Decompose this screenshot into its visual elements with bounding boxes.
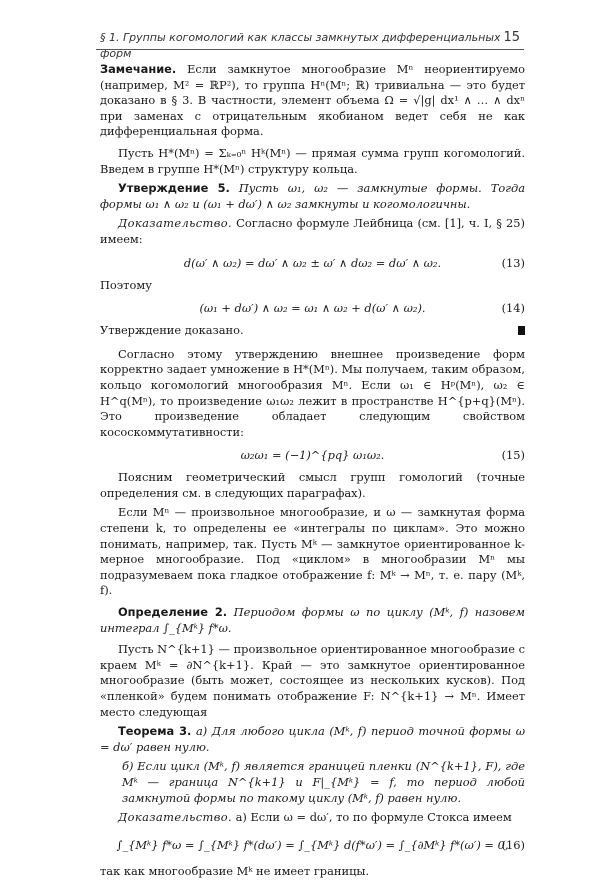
proved-line — [100, 323, 525, 339]
equation-15-number: (15) — [501, 448, 525, 463]
running-header — [100, 30, 520, 61]
statement5-text: Пусть ω₁, ω₂ — замкнутые формы. Тогда формы ω₁ ∧ ω₂ и (ω₁ + dω′) ∧ ω₂ замкнуты и когомологичны. — [100, 181, 525, 211]
theorem3-part-b: б) Если цикл (Mᵏ, f) является границей пленки (N^{k+1}, F), где Mᵏ — граница N^{k+1} и F|_{Mᵏ} = f, то период любой замкнутой формы по такому циклу (Mᵏ, f) равен нулю. — [122, 759, 525, 805]
page-body — [100, 62, 525, 883]
equation-13-formula: d(ω′ ∧ ω₂) = dω′ ∧ ω₂ ± ω′ ∧ dω₂ = dω′ ∧ ω₂. — [183, 255, 442, 270]
equation-14 — [100, 297, 525, 319]
equation-16-number: (16) — [501, 837, 525, 852]
theorem3-paragraph — [100, 724, 525, 755]
remark-label: Замечание. — [100, 62, 177, 76]
statement5-label: Утверждение 5. — [118, 181, 230, 196]
page-number: 15 — [503, 30, 520, 45]
direct-sum-paragraph — [100, 146, 525, 177]
theorem3-label: Теорема 3. — [118, 724, 192, 739]
direct-sum-line1: Пусть H*(Mⁿ) = Σₖ₌₀ⁿ Hᵏ(Mⁿ) — прямая сумма групп когомологий. Введем в группе — [100, 145, 525, 176]
equation-13-number: (13) — [501, 255, 525, 270]
statement5-paragraph — [100, 181, 525, 212]
remark-text: Если замкнутое многообразие Mⁿ неориентируемо (например, M² = ℝP²), то группа Hⁿ(Mⁿ; ℝ) тривиальна — это будет доказано в § 3. В частности, элемент объема Ω = √|g| dx¹ ∧ … ∧ dxⁿ при заменах с отрицательным якобианом ведет себя не как дифференциальная форма. — [100, 62, 525, 139]
proof2-label: Доказательство. — [118, 810, 232, 825]
therefore-line: Поэтому — [100, 277, 152, 292]
equation-14-number: (14) — [501, 301, 525, 316]
equation-14-formula: (ω₁ + dω′) ∧ ω₂ = ω₁ ∧ ω₂ + d(ω′ ∧ ω₂). — [199, 301, 426, 316]
ring-paragraph: Согласно этому утверждению внешнее произведение форм корректно задает умножение в H*(Mⁿ). Мы получаем, таким образом, кольцо когомологий многообразия Mⁿ. Если ω₁ ∈ Hᵖ(Mⁿ), ω₂ ∈ H^q(Mⁿ), то произведение ω₁ω₂ лежит в пространстве H^{p+q}(Mⁿ). Это произведение обладает следующим свойством кососкоммутативности: — [100, 346, 525, 439]
remark-paragraph — [100, 62, 525, 140]
header-rule — [96, 49, 524, 50]
proof2-paragraph — [100, 810, 525, 826]
proof1-paragraph — [100, 216, 525, 247]
direct-sum-line2: H*(Mⁿ) структуру кольца. — [203, 161, 358, 176]
theorem3-part-a: а) Для любого цикла (Mᵏ, f) период точной формы ω = dω′ равен нулю. — [100, 724, 526, 754]
proof1-text: Согласно формуле Лейбница (см. [1], ч. I, § 25) имеем: — [100, 216, 525, 246]
equation-16 — [100, 830, 525, 860]
proved-text: Утверждение доказано. — [100, 323, 244, 338]
cycles-paragraph: Если Mⁿ — произвольное многообразие, и ω — замкнутая форма степени k, то определены ее «интегралы по циклам». Это можно понимать, например, так. Пусть Mᵏ — замкнутое ориентированное k-мерное многообразие. Под «циклом» в многообразии Mⁿ мы подразумеваем пока гладкое отображение f: Mᵏ → Mⁿ, т. е. пару (Mᵏ, f). — [100, 505, 525, 598]
proof2-text: а) Если ω = dω′, то по формуле Стокса имеем — [235, 810, 512, 825]
final-line: так как многообразие Mᵏ не имеет границы. — [100, 863, 370, 878]
equation-16-formula: ∫_{Mᵏ} f*ω = ∫_{Mᵏ} f*(dω′) = ∫_{Mᵏ} d(f*ω′) = ∫_{∂Mᵏ} f*(ω′) = 0, — [116, 837, 509, 852]
definition2-text: Периодом формы ω по циклу (Mᵏ, f) назовем интеграл ∫_{Mᵏ} f*ω. — [100, 605, 525, 635]
geometric-meaning-paragraph: Поясним геометрический смысл групп гомологий (точные определения см. в следующих параграфах). — [100, 470, 525, 500]
definition2-paragraph — [100, 605, 525, 636]
qed-square-icon — [518, 326, 525, 335]
definition2-label: Определение 2. — [118, 605, 228, 620]
equation-15 — [100, 444, 525, 466]
header-title: § 1. Группы когомологий как классы замкнутых дифференциальных форм — [100, 31, 501, 60]
equation-13 — [100, 252, 525, 274]
equation-15-formula: ω₂ω₁ = (−1)^{pq} ω₁ω₂. — [240, 448, 385, 463]
proof1-label: Доказательство. — [118, 216, 232, 231]
film-paragraph: Пусть N^{k+1} — произвольное ориентированное многообразие с краем Mᵏ = ∂N^{k+1}. Край — это замкнутое ориентированное многообразие (быть может, состоящее из нескольких кусков). Под «пленкой» будем понимать отображение F: N^{k+1} → Mⁿ. Имеет место следующая — [100, 642, 525, 719]
